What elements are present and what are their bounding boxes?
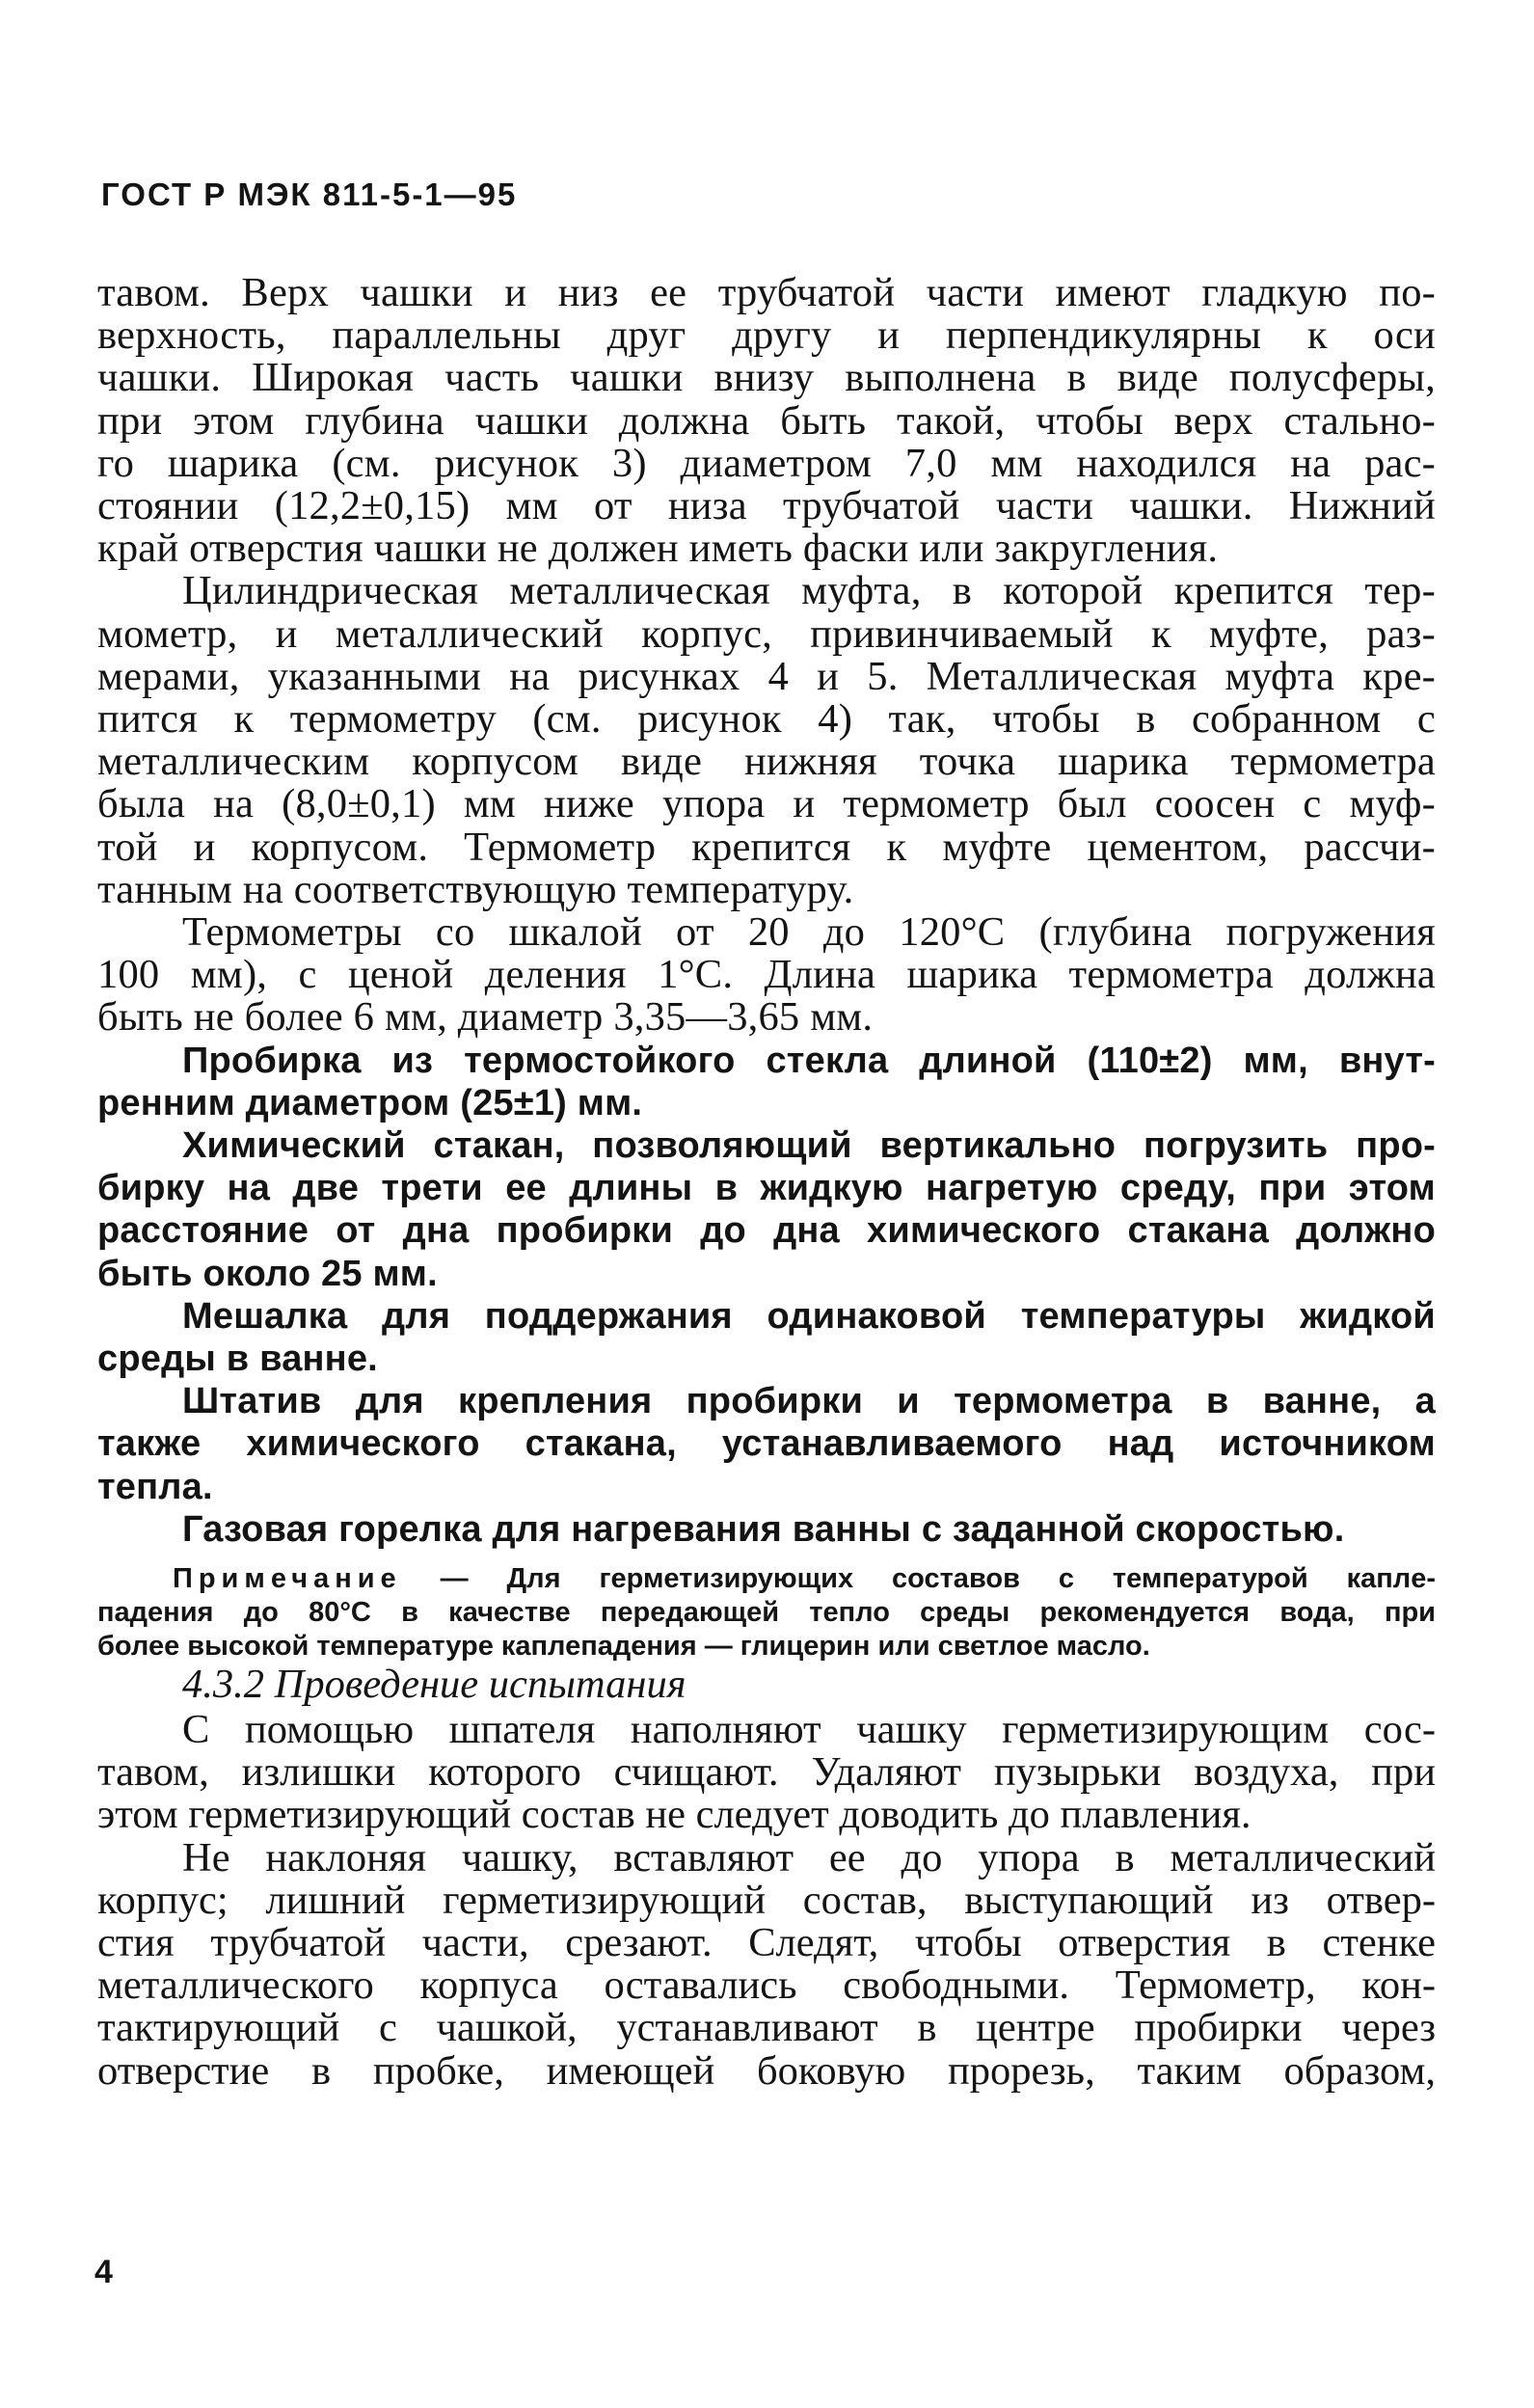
text-line: Мешалка для поддержания одинаковой температуры жидкой (182, 1295, 1436, 1337)
text-line: металлического корпуса оставались свободными. Термометр, кон- (97, 1962, 1436, 2009)
text-line: быть не более 6 мм, диаметр 3,35—3,65 мм. (97, 994, 874, 1041)
text-line: была на (8,0±0,1) мм ниже упора и термометр был соосен с муф- (97, 781, 1436, 827)
text-line: Химический стакан, позволяющий вертикально погрузить про- (182, 1125, 1436, 1167)
text-line: расстояние от дна пробирки до дна химического стакана должно (97, 1210, 1436, 1252)
text-line: бирку на две трети ее длины в жидкую нагретую среду, при этом (97, 1168, 1436, 1209)
text-line: при этом глубина чашки должна быть такой, чтобы верх стально- (97, 397, 1436, 444)
text-line: тепла. (97, 1466, 213, 1507)
note-line: — Для герметизирующих составов с температурой каплe- (401, 1563, 1436, 1594)
text-line: быть около 25 мм. (97, 1253, 438, 1294)
note-block (97, 1562, 1436, 1664)
text-line: корпус; лишний герметизирующий состав, выступающий из отвер- (97, 1877, 1436, 1923)
text-line: металлическим корпусом виде нижняя точка шарика термометра (97, 739, 1436, 785)
text-line: Термометры со шкалой от 20 до 120°С (глубина погружения (182, 909, 1436, 956)
text-line: Штатив для крепления пробирки и термометра в ванне, а (182, 1381, 1436, 1422)
text-line: отверстие в пробке, имеющей боковую прорезь, таким образом, (97, 2047, 1436, 2094)
text-line: этом герметизирующий состав не следует доводить до плавления. (97, 1792, 1251, 1838)
text-line: чашки. Широкая часть чашки внизу выполнена в виде полусферы, (97, 355, 1436, 401)
body-text-lower (97, 1709, 1436, 2093)
note-line: падения до 80°С в качестве передающей тепло среды рекомендуется вода, при (97, 1597, 1436, 1628)
text-line: верхность, параллельны друг другу и перпендикулярны к оси (97, 312, 1436, 359)
text-line: тавом, излишки которого счищают. Удаляют пузырьки воздуха, при (97, 1749, 1436, 1796)
body-text-upper (97, 272, 1436, 1551)
text-line: мометр, и металлический корпус, привинчиваемый к муфте, раз- (97, 610, 1436, 657)
text-line: стия трубчатой части, срезают. Следят, чтобы отверстия в стенке (97, 1920, 1436, 1966)
text-line: С помощью шпателя наполняют чашку герметизирующим сос- (182, 1707, 1436, 1752)
text-line: Пробирка из термостойкого стекла длиной (110±2) мм, внут- (182, 1040, 1436, 1081)
text-line: ренним диаметром (25±1) мм. (97, 1082, 643, 1123)
text-line: среды в ванне. (97, 1339, 378, 1380)
text-line: стоянии (12,2±0,15) мм от низа трубчатой части чашки. Нижний (97, 483, 1436, 529)
text-line: край отверстия чашки не должен иметь фаски или закругления. (97, 526, 1219, 572)
text-line: Не наклоняя чашку, вставляют ее до упора в металлический (182, 1834, 1436, 1880)
page-number: 4 (94, 2254, 113, 2290)
section-title: 4.3.2 Проведение испытания (182, 1662, 686, 1707)
text-line: 100 мм), с ценой деления 1°С. Длина шарика термометра должна (97, 952, 1436, 998)
text-line: той и корпусом. Термометр крепится к муфте цементом, рассчи- (97, 824, 1436, 870)
text-line: тактирующий с чашкой, устанавливают в центре пробирки через (97, 2005, 1436, 2051)
text-line: танным на соответствующую температуру. (97, 866, 854, 912)
text-line: мерами, указанными на рисунках 4 и 5. Металлическая муфта кре- (97, 653, 1436, 699)
text-line: Цилиндрическая металлическая муфта, в которой крепится тер- (182, 568, 1436, 614)
note-label: Примечание (173, 1563, 402, 1594)
text-line: также химического стакана, устанавливаемого над источником (97, 1423, 1436, 1465)
note-line: более высокой температуре каплепадения — глицерин или светлое масло. (97, 1631, 1150, 1662)
text-line: пится к термометру (см. рисунок 4) так, чтобы в собранном с (97, 696, 1436, 743)
text-line: Газовая горелка для нагревания ванны с заданной скоростью. (182, 1508, 1345, 1550)
page-header: ГОСТ Р МЭК 811-5-1—95 (101, 176, 518, 212)
text-line: тавом. Верх чашки и низ ее трубчатой части имеют гладкую по- (97, 270, 1436, 315)
text-line: го шарика (см. рисунок 3) диаметром 7,0 мм находился на рас- (97, 440, 1436, 486)
